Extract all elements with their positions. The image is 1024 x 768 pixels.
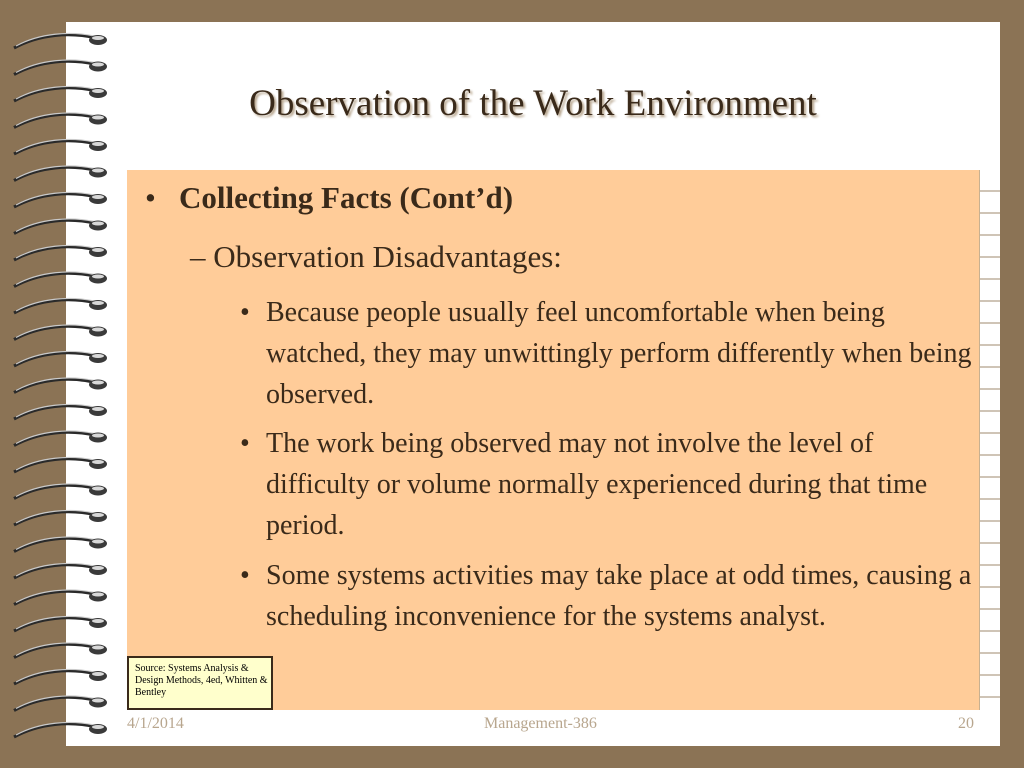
spiral-coil: [14, 166, 107, 181]
spiral-coil: [14, 60, 107, 75]
spiral-coil: [14, 33, 107, 48]
bullet-item: [240, 292, 978, 415]
footer-date: 4/1/2014: [127, 715, 184, 732]
spiral-coil: [14, 431, 107, 446]
spiral-coil: [14, 404, 107, 419]
subheading: – Observation Disadvantages:: [190, 239, 562, 274]
spiral-coil: [14, 298, 107, 313]
spiral-coil: [14, 484, 107, 499]
bullet-marker: •: [240, 560, 250, 591]
bullet-marker: •: [145, 180, 156, 215]
spiral-coil: [14, 510, 107, 525]
spiral-coil: [14, 351, 107, 366]
slide-number: 20: [958, 715, 974, 732]
spiral-coil: [14, 722, 107, 737]
spiral-coil: [14, 139, 107, 154]
bullet-marker: •: [240, 428, 250, 459]
spiral-coil: [14, 563, 107, 578]
spiral-coil: [14, 643, 107, 658]
bullet-text: Some systems activities may take place at odd times, causing a scheduling inconvenience for the systems analyst.: [266, 560, 972, 632]
heading-bullet-item: [145, 180, 513, 216]
spiral-coil: [14, 696, 107, 711]
spiral-coil: [14, 537, 107, 552]
bullet-text: Because people usually feel uncomfortable when being watched, they may unwittingly perform differently when being observed.: [266, 297, 972, 410]
spiral-coil: [14, 325, 107, 340]
spiral-coil: [14, 219, 107, 234]
spiral-coil: [14, 616, 107, 631]
heading-text: Collecting Facts (Cont’d): [179, 180, 514, 215]
bullet-text: The work being observed may not involve the level of difficulty or volume normally experienced during that time period.: [266, 428, 928, 541]
ruled-lines: [979, 170, 1000, 710]
spiral-coil: [14, 378, 107, 393]
slide-title: Observation of the Work Environment: [249, 83, 817, 124]
bullet-item: [240, 423, 978, 546]
spiral-coil: [14, 669, 107, 684]
spiral-coil: [14, 272, 107, 287]
bullet-marker: •: [240, 297, 250, 328]
spiral-coil: [14, 245, 107, 260]
spiral-coil: [14, 192, 107, 207]
spiral-coil: [14, 457, 107, 472]
footer-center: Management-386: [484, 715, 597, 732]
source-note: Source: Systems Analysis & Design Methods, 4ed, Whitten & Bentley: [127, 656, 273, 710]
bullet-item: [240, 555, 978, 637]
spiral-coil: [14, 590, 107, 605]
